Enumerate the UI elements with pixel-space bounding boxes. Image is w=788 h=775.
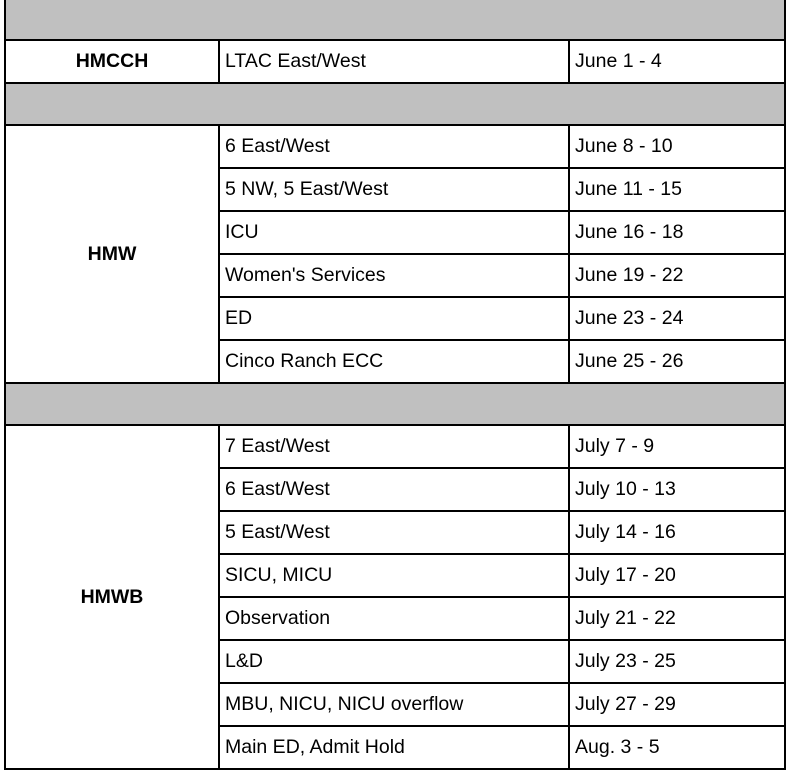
dates-cell: June 8 - 10 xyxy=(569,125,785,168)
unit-cell: 6 East/West xyxy=(219,468,569,511)
table-row xyxy=(5,40,785,83)
dates-cell: July 17 - 20 xyxy=(569,554,785,597)
table-row xyxy=(5,425,785,468)
section-divider xyxy=(5,0,785,40)
dates-cell: July 10 - 13 xyxy=(569,468,785,511)
unit-cell: Observation xyxy=(219,597,569,640)
dates-cell: July 14 - 16 xyxy=(569,511,785,554)
table-row xyxy=(5,125,785,168)
unit-cell: Women's Services xyxy=(219,254,569,297)
dates-cell: June 11 - 15 xyxy=(569,168,785,211)
unit-cell: ED xyxy=(219,297,569,340)
section-divider xyxy=(5,83,785,125)
unit-cell: SICU, MICU xyxy=(219,554,569,597)
dates-cell: June 23 - 24 xyxy=(569,297,785,340)
unit-cell: Cinco Ranch ECC xyxy=(219,340,569,383)
unit-cell: 5 NW, 5 East/West xyxy=(219,168,569,211)
unit-cell: 5 East/West xyxy=(219,511,569,554)
facility-cell: HMW xyxy=(5,125,219,383)
unit-cell: 6 East/West xyxy=(219,125,569,168)
schedule-table xyxy=(4,0,786,770)
dates-cell: June 19 - 22 xyxy=(569,254,785,297)
section-divider xyxy=(5,383,785,425)
dates-cell: June 16 - 18 xyxy=(569,211,785,254)
unit-cell: MBU, NICU, NICU overflow xyxy=(219,683,569,726)
dates-cell: July 7 - 9 xyxy=(569,425,785,468)
dates-cell: June 1 - 4 xyxy=(569,40,785,83)
facility-cell: HMWB xyxy=(5,425,219,769)
dates-cell: July 23 - 25 xyxy=(569,640,785,683)
dates-cell: July 27 - 29 xyxy=(569,683,785,726)
dates-cell: Aug. 3 - 5 xyxy=(569,726,785,769)
dates-cell: June 25 - 26 xyxy=(569,340,785,383)
unit-cell: Main ED, Admit Hold xyxy=(219,726,569,769)
unit-cell: 7 East/West xyxy=(219,425,569,468)
unit-cell: ICU xyxy=(219,211,569,254)
dates-cell: July 21 - 22 xyxy=(569,597,785,640)
unit-cell: L&D xyxy=(219,640,569,683)
unit-cell: LTAC East/West xyxy=(219,40,569,83)
facility-cell: HMCCH xyxy=(5,40,219,83)
